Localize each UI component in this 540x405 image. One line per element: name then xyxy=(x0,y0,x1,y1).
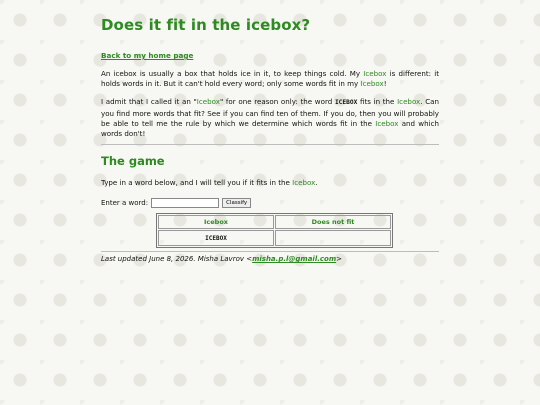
footer-close: > xyxy=(336,255,343,264)
footer xyxy=(101,255,439,263)
game-instructions xyxy=(101,178,439,188)
intro-paragraph-2 xyxy=(101,97,439,139)
icebox-word: ICEBOX xyxy=(205,235,227,243)
word-input[interactable] xyxy=(151,198,219,208)
classify-button[interactable]: Classify xyxy=(222,198,251,208)
results-table xyxy=(156,213,393,248)
intro-text: " for one reason only: the word xyxy=(219,97,335,107)
not-fit-words-cell xyxy=(275,230,391,246)
code-word: ICEBOX xyxy=(334,99,358,107)
icebox-term: Icebox xyxy=(292,178,316,188)
instructions-text: . xyxy=(315,178,318,188)
icebox-words-cell xyxy=(158,230,274,246)
intro-text: An icebox is usually a box that holds ice in it, to keep things cold. My xyxy=(101,69,364,78)
page-title: Does it fit in the icebox? xyxy=(101,16,311,34)
divider xyxy=(101,251,439,252)
table-row xyxy=(158,230,391,246)
icebox-term: Icebox xyxy=(196,97,220,107)
column-header-icebox: Icebox xyxy=(158,215,274,229)
icebox-term: Icebox xyxy=(363,69,387,78)
icebox-term: Icebox xyxy=(397,97,421,107)
instructions-text: Type in a word below, and I will tell you if it fits in the xyxy=(101,178,293,188)
footer-text: Last updated June 8, 2026. Misha Lavrov < xyxy=(101,255,253,264)
intro-text: fits in the xyxy=(357,97,398,107)
table-header-row xyxy=(158,215,391,229)
page-content xyxy=(101,0,439,263)
column-header-not-fit: Does not fit xyxy=(275,215,391,229)
divider xyxy=(101,144,439,145)
game-heading: The game xyxy=(101,154,165,169)
intro-paragraph-1 xyxy=(101,69,439,89)
word-input-label: Enter a word: xyxy=(101,199,149,208)
intro-text: and which words don't! xyxy=(101,118,439,139)
intro-text: is different: it holds words in it. But it can't hold every word; only some words fit in my xyxy=(101,69,440,89)
intro-text: . Can you find more words that fit? See if you can find ten of them. If you do, then you will probably be able to tell me the rule by which we determine which words fit in the xyxy=(101,97,439,128)
word-form xyxy=(101,198,439,208)
home-link[interactable]: Back to my home page xyxy=(101,51,194,60)
intro-text: I admit that I called it an " xyxy=(101,97,197,107)
email-link[interactable]: misha.p.l@gmail.com xyxy=(252,255,337,264)
intro-text: ! xyxy=(383,79,387,89)
icebox-term: Icebox xyxy=(375,118,399,128)
icebox-term: Icebox xyxy=(360,79,384,89)
